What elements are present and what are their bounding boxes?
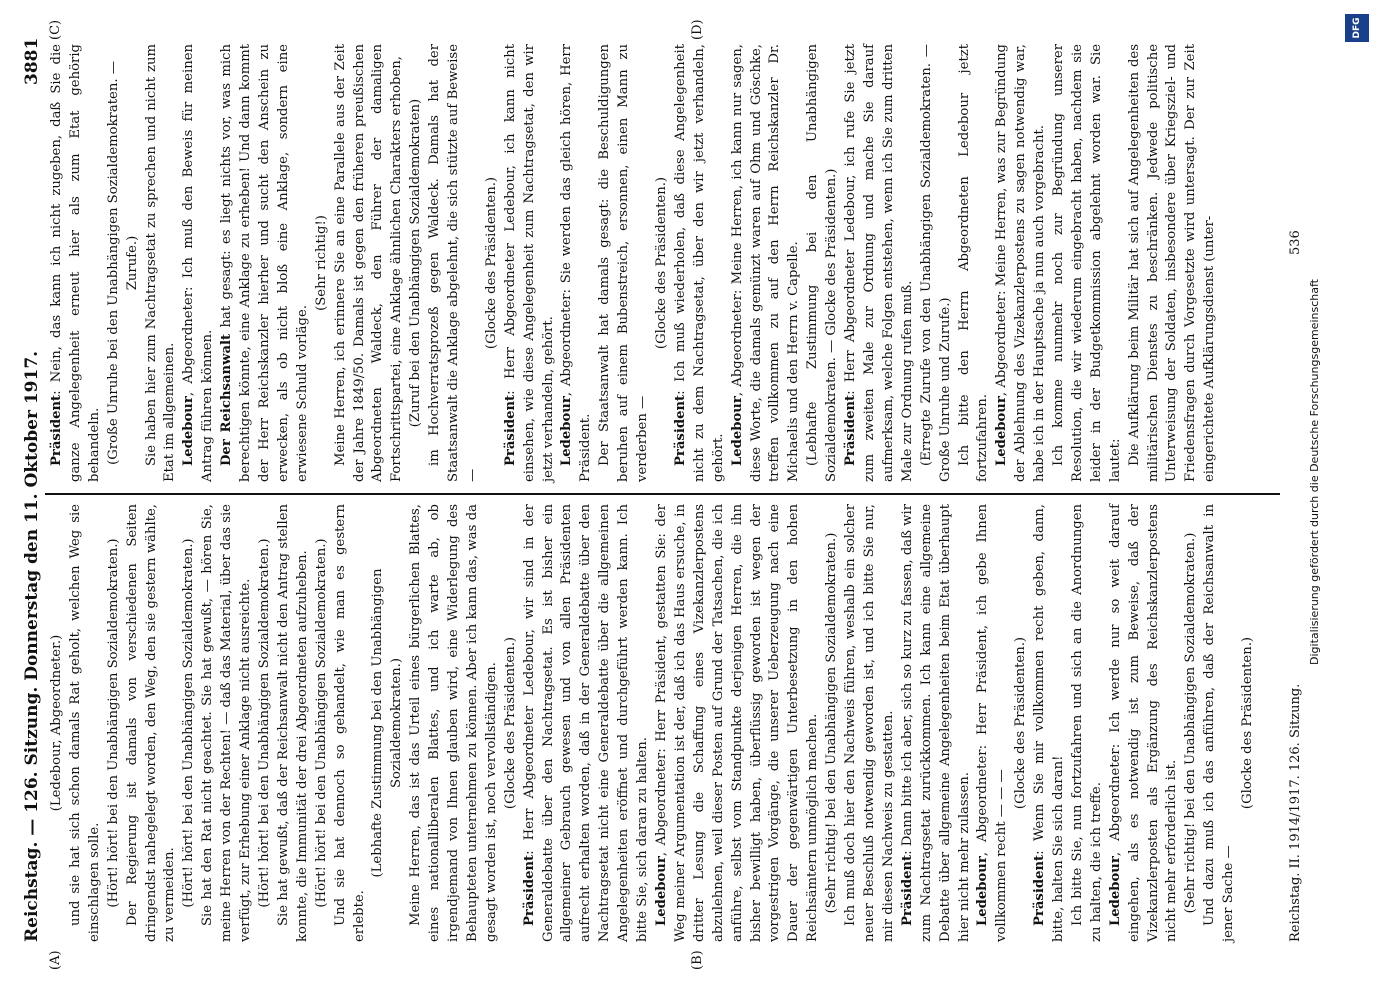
paragraph: Sie haben hier zum Nachtragsetat zu sprechen und nicht zum Etat im allgemeinen. <box>143 44 178 482</box>
paragraph: Präsident: Herr Abgeordneter Ledebour, ich kann nicht einsehen, wie diese Angelegenheit zum Nachtragsetat, den wir jetzt verhandeln, gehört. <box>502 44 556 482</box>
paragraph: (Zuruf bei den Unabhängigen Sozialdemokraten) <box>408 98 424 428</box>
page-number: 3881 <box>22 37 42 85</box>
page-footer: Reichstag. II. 1914/1917. 126. Sitzung. <box>1288 683 1303 942</box>
paragraph: im Hochverratsprozeß gegen Waldeck. Damals hat der Staatsanwalt die Anklage abgelehnt, die sich stützte auf Beweise — <box>427 44 480 482</box>
dfg-logo: DFG <box>1345 14 1369 42</box>
paragraph: (Lebhafte Zustimmung bei den Unabhängigen Sozialdemokraten.) <box>370 568 405 878</box>
paragraph: (Hört! hört! bei den Unabhängigen Sozialdemokraten.) <box>256 538 272 908</box>
paragraph: Präsident: Ich muß wiederholen, daß diese Angelegenheit nicht zu dem Nachtragsetat, über den wir jetzt verhandeln, gehört. <box>672 44 726 482</box>
paragraph: Meine Herren, das ist das Urteil eines bürgerlichen Blattes, eines nationalliberalen Blattes, und ich warte ab, ob irgendjemand von Ihnen glauben wird, eine Widerlegung des Behaupteten unternehmen zu können. Aber ich kann das, was da gesagt worden ist, noch vervollständigen. <box>408 504 499 942</box>
paragraph: Ich muß doch hier den Nachweis führen, weshalb ein solcher neuer Beschluß notwendig geworden ist, und ich bitte Sie nur, mir diesen Nachweis zu gestatten. <box>843 504 896 942</box>
paragraph: Ledebour, Abgeordneter: Meine Herren, was zur Begründung der Ablehnung des Vizekanzlerpostens zu sagen notwendig war, habe ich in der Hauptsache ja nun auch vorgebracht. <box>994 44 1048 482</box>
paragraph: Ledebour, Abgeordneter: Ich werde nur so weit darauf eingehen, als es notwendig ist zum Beweise, daß der Vizekanzlerposten als Ergänzung des Reichskanzlerpostens nicht mehr erforderlich ist. <box>1107 504 1180 942</box>
paragraph: (Erregte Zurufe von den Unabhängigen Sozialdemokraten. — Große Unruhe und Zurufe.) <box>918 44 953 482</box>
paragraph: Ledebour, Abgeordneter: Ich muß den Beweis für meinen Antrag führen können. <box>181 44 216 482</box>
paragraph: (Lebhafte Zustimmung bei den Unabhängigen Sozialdemokraten. — Glocke des Präsidenten.) <box>805 44 840 482</box>
paragraph: (Glocke des Präsidenten.) <box>1013 636 1029 810</box>
paragraph: Der Reichsanwalt hat gesagt: es liegt nichts vor, was mich berechtigen könnte, eine Anklage zu erheben! Und dann kommt der Herr Reichskanzler hierher und sucht den Anschein zu erwecken, als ob nicht bloß eine Anklage, sondern eine erwiesene Schuld vorläge. <box>219 44 310 482</box>
paragraph: (Glocke des Präsidenten.) <box>502 636 518 810</box>
left-column <box>48 504 1258 942</box>
column-divider <box>45 493 1280 495</box>
margin-letter-a: (A) <box>48 950 63 970</box>
page-header: Reichstag. — 126. Sitzung. Donnerstag den 11. Oktober 1917. <box>22 350 42 942</box>
margin-letter-c: (C) <box>48 19 63 40</box>
paragraph: (Hört! hört! bei den Unabhängigen Sozialdemokraten.) <box>313 538 329 908</box>
paragraph: Die Aufklärung beim Militär hat sich auf Angelegenheiten des militärischen Dienstes zu beschränken. Jedwede politische Unterweisung der Soldaten, insbesondere über Kriegsziel- und Friedensfragen durch Vorgesetzte wird untersagt. Der zur Zeit eingerichtete Aufklärungsdienst (unter- <box>1126 44 1218 482</box>
paragraph: Und sie hat dennoch so gehandelt, wie man es gestern erlebte. <box>332 504 367 942</box>
paragraph: und sie hat sich schon damals Rat geholt, welchen Weg sie einschlagen solle. <box>67 504 102 942</box>
paragraph: (Große Unruhe bei den Unabhängigen Sozialdemokraten. — Zurufe.) <box>105 61 140 465</box>
paragraph: (Glocke des Präsidenten.) <box>654 176 669 350</box>
paragraph: (Sehr richtig!) <box>313 215 329 311</box>
paragraph: Und dazu muß ich das anführen, daß der Reichsanwalt in jener Sache — <box>1202 504 1237 942</box>
paragraph: (Hört! hört! bei den Unabhängigen Sozialdemokraten.) <box>105 538 121 908</box>
paragraph: Ich bitte den Herrn Abgeordneten Ledebour jetzt fortzufahren. <box>956 44 991 482</box>
paragraph: Ich bitte Sie, nun fortzufahren und sich an die Anordnungen zu halten, die ich treffe. <box>1069 504 1104 942</box>
page-code: 536 <box>1288 230 1303 255</box>
right-column <box>48 44 1220 482</box>
paragraph: Sie hat gewußt, daß der Reichsanwalt nicht den Antrag stellen konnte, die Immunität der drei Abgeordneten aufzuheben. <box>275 504 310 942</box>
margin-letter-d: (D) <box>690 19 705 40</box>
paragraph: Präsident: Herr Abgeordneter Ledebour, ich rufe Sie jetzt zum zweiten Male zur Ordnung und mache Sie darauf aufmerksam, welche Folgen entstehen, wenn ich Sie zum dritten Male zur Ordnung rufen muß. <box>843 44 915 482</box>
digitization-note: Digitalisierung gefördert durch die Deutsche Forschungsgemeinschaft <box>1308 279 1321 665</box>
paragraph: (Glocke des Präsidenten.) <box>483 176 499 350</box>
paragraph: Ledebour, Abgeordneter: Herr Präsident, gestatten Sie: der Weg meiner Argumentation ist der, daß ich das Haus ersuche, in dritter Lesung die Schaffung eines Vizekanzlerpostens abzulehnen, weil dieser Posten auf Grund der Tatsachen, die ich anführe, selbst vom Standpunkte derjenigen Herren, die ihn bisher bewilligt haben, überflüssig geworden ist wegen der vorgestrigen Vorgänge, die unserer Ueberzeugung nach eine Dauer der gegenwärtigen Unterbesetzung in den hohen Reichsämtern unmöglich machen. <box>654 504 821 942</box>
paragraph: Ich komme nunmehr noch zur Begründung unserer Resolution, die wir wiederum eingebracht haben, nachdem sie leider in der Budgetkommission abgelehnt worden war. Sie lautet: <box>1051 44 1123 482</box>
paragraph: (Sehr richtig! bei den Unabhängigen Sozialdemokraten.) <box>824 532 840 914</box>
paragraph: Meine Herren, ich erinnere Sie an eine Parallele aus der Zeit der Jahre 1849/50. Damals ist gegen den früheren preußischen Abgeordneten Waldeck, den Führer der damaligen Fortschrittspartei, eine Anklage ähnlichen Charakters erhoben, <box>332 44 405 482</box>
paragraph: Ledebour, Abgeordneter: Meine Herren, ich kann nur sagen, diese Worte, die damals gemünzt waren auf Ohm und Göschke, treffen vollkommen zu auf den Herrn Reichskanzler Dr. Michaelis und den Herrn v. Capelle. <box>729 44 802 482</box>
paragraph: Der Regierung ist damals von verschiedenen Seiten dringendst nahegelegt worden, den Weg, den sie gestern wählte, zu vermeiden. <box>124 504 178 942</box>
paragraph: Präsident: Herr Abgeordneter Ledebour, wir sind in der Generaldebatte über den Nachtragsetat. Es ist bisher ein allgemeiner Gebrauch gewesen und von allen Präsidenten aufrecht erhalten worden, daß in der Generaldebatte über den Nachtragsetat nicht eine Generaldebatte über die allgemeinen Angelegenheiten eröffnet und durchgeführt werden kann. Ich bitte Sie, sich daran zu halten. <box>521 504 651 942</box>
paragraph: Sie hat den Rat nicht geachtet. Sie hat gewußt, — hören Sie, meine Herren von der Rechten! — daß das Material, über das sie verfügt, zur Erhebung einer Anklage nicht ausreichte. <box>200 504 254 942</box>
paragraph: Ledebour, Abgeordneter: Sie werden das gleich hören, Herr Präsident. <box>559 44 594 482</box>
margin-letter-b: (B) <box>690 950 705 970</box>
paragraph: (Ledebour, Abgeordneter.) <box>49 634 64 812</box>
paragraph: (Hört! hört! bei den Unabhängigen Sozialdemokraten.) <box>181 538 197 908</box>
paragraph: Ledebour, Abgeordneter: Herr Präsident, ich gebe Ihnen vollkommen recht — — — <box>975 504 1010 942</box>
paragraph: Der Staatsanwalt hat damals gesagt: die Beschuldigungen beruhen auf einem Bubenstreich, ersonnen, einen Mann zu verderben — <box>597 44 651 482</box>
paragraph: (Glocke des Präsidenten.) <box>1240 636 1256 810</box>
paragraph: Präsident: Wenn Sie mir vollkommen recht geben, dann, bitte, halten Sie sich daran! <box>1032 504 1067 942</box>
paragraph: (Sehr richtig! bei den Unabhängigen Sozialdemokraten.) <box>1183 532 1199 914</box>
paragraph: Präsident: Dann bitte ich aber, sich so kurz zu fassen, daß wir zum Nachtragsetat zurückkommen. Ich kann eine allgemeine Debatte über allgemeine Angelegenheiten beim Etat überhaupt hier nicht mehr zulassen. <box>899 504 972 942</box>
paragraph: Präsident: Nein, das kann ich nicht zugeben, daß Sie die ganze Angelegenheit erneut hier als zum Etat gehörig behandeln. <box>49 44 102 482</box>
